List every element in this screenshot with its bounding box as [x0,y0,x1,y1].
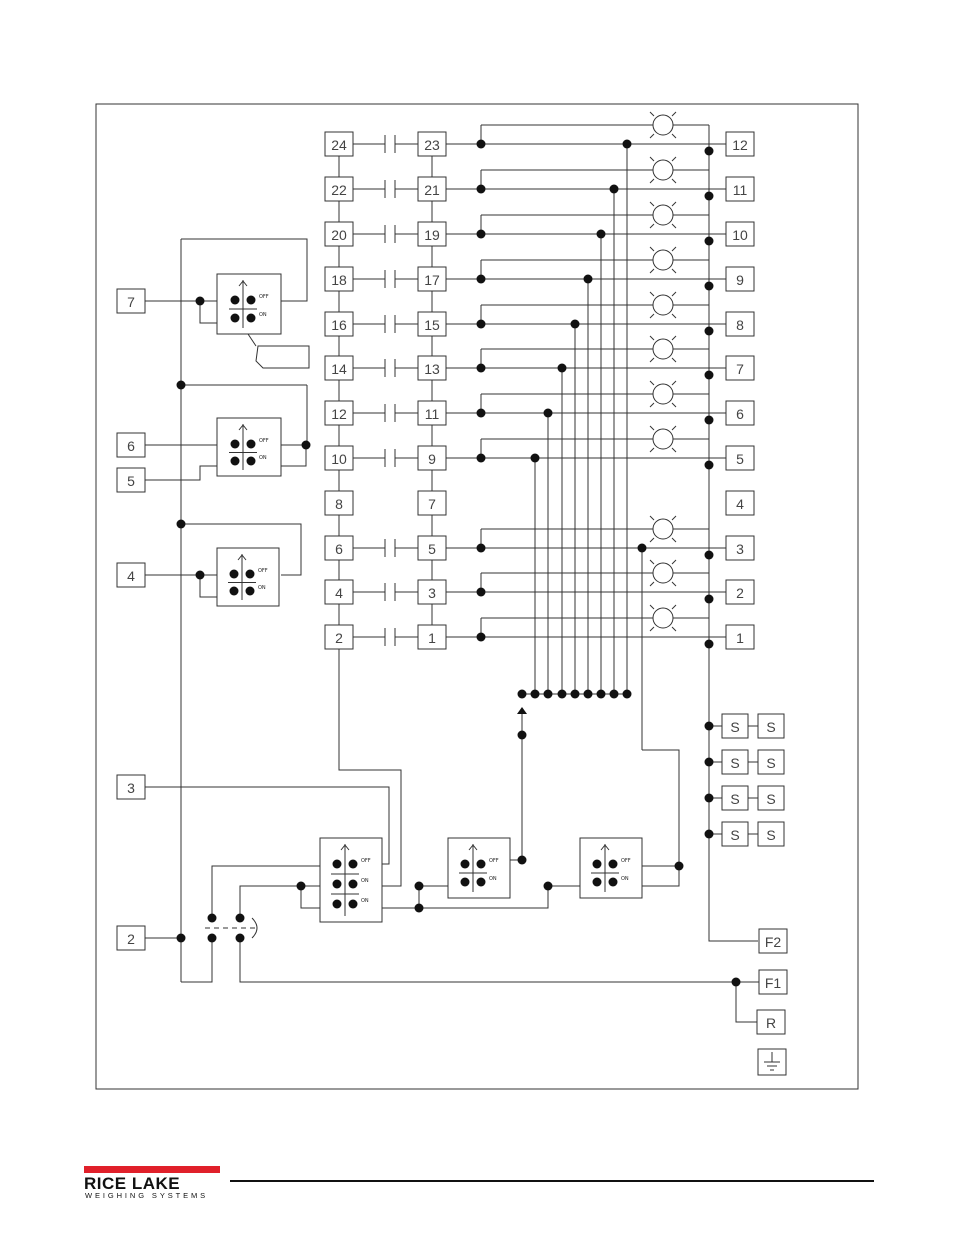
junction-dot [571,320,580,329]
contact-dot [349,900,358,909]
lamp-icon [650,292,676,318]
junction-dot [623,140,632,149]
center-terminal-14 [325,356,353,380]
junction-dot [477,454,486,463]
selector-switch-4 [320,838,382,922]
junction-dot [477,230,486,239]
left-terminal-3 [117,775,145,799]
center-terminal-24 [325,132,353,156]
s-terminal-left-4-label: S [730,827,740,843]
junction-dot [196,297,205,306]
s-terminal-left-3 [722,786,748,810]
junction-dot [236,934,245,943]
contact-dot [247,457,256,466]
selector-switch-2 [217,418,281,476]
left-terminal-2 [117,926,145,950]
contact-dot [593,878,602,887]
center-terminal-16-label: 16 [331,317,347,333]
center-terminal-18-label: 18 [331,272,347,288]
junction-dot [705,327,714,336]
junction-dot [705,147,714,156]
callout-leader [248,334,256,346]
junction-dot [477,140,486,149]
right-terminal-6-label: 6 [736,406,744,422]
switch-state-label: ON [621,876,629,882]
center-terminal-22 [325,177,353,201]
right-terminal-8 [726,312,754,336]
terminal-R [757,1010,785,1034]
center-terminal-21 [418,177,446,201]
left-terminal-7-label: 7 [127,294,135,310]
terminal-F1-label: F1 [764,975,782,991]
right-terminal-3-label: 3 [736,541,744,557]
junction-dot [705,758,714,767]
center-terminal-2-label: 2 [335,630,343,646]
right-terminal-8-label: 8 [736,317,744,333]
contact-dot [477,878,486,887]
s-terminal-right-3-label: S [766,791,776,807]
logo-wordmark: RICE LAKE [84,1174,181,1193]
lamp-icon [650,560,676,586]
lamp-icon [650,247,676,273]
contact-dot [231,457,240,466]
junction-dot [544,690,553,699]
wire [181,938,212,982]
junction-dot [302,441,311,450]
center-terminal-13 [418,356,446,380]
contact-dot [461,878,470,887]
selector-switch-3 [217,548,279,606]
right-terminal-7-label: 7 [736,361,744,377]
junction-dot [518,690,527,699]
components [177,112,741,987]
junction-dot [705,830,714,839]
contact-dot [231,440,240,449]
junction-dot [623,690,632,699]
center-terminal-17-label: 17 [424,272,440,288]
left-terminal-6-label: 6 [127,438,135,454]
left-terminal-4 [117,563,145,587]
switch-state-label: OFF [621,858,631,864]
center-terminal-8-label: 8 [335,496,343,512]
s-terminal-left-1 [722,714,748,738]
junction-dot [705,551,714,560]
switch-state-label: ON [259,312,267,318]
junction-dot [477,633,486,642]
center-terminal-6 [325,536,353,560]
center-terminal-23 [418,132,446,156]
callout-bubble [256,346,309,368]
center-terminal-7-label: 7 [428,496,436,512]
center-terminal-22-label: 22 [331,182,347,198]
s-terminal-right-2-label: S [766,755,776,771]
right-terminal-3 [726,536,754,560]
junction-dot [531,454,540,463]
right-terminal-10-label: 10 [732,227,748,243]
junction-dot [558,364,567,373]
center-terminal-2 [325,625,353,649]
center-terminal-11-label: 11 [424,406,440,422]
s-terminal-right-4 [758,822,784,846]
switch-state-label: ON [259,455,267,461]
selector-switch-1 [217,274,281,334]
center-terminal-15-label: 15 [424,317,440,333]
junction-dot [208,934,217,943]
contact-dot [246,570,255,579]
junction-dot [477,320,486,329]
right-terminal-1 [726,625,754,649]
lamp-icon [650,426,676,452]
contact-dot [333,900,342,909]
lamp-icon [650,336,676,362]
junction-dot [177,934,186,943]
wire [240,886,301,918]
center-terminal-16 [325,312,353,336]
junction-dot [610,690,619,699]
contact-dot [230,570,239,579]
center-terminal-10-label: 10 [331,451,347,467]
selector-switch-5 [448,838,510,898]
center-terminal-9 [418,446,446,470]
left-terminal-6 [117,433,145,457]
center-terminal-5 [418,536,446,560]
lamp-icon [650,202,676,228]
center-terminal-15 [418,312,446,336]
junction-dot [705,371,714,380]
junction-dot [732,978,741,987]
left-terminal-2-label: 2 [127,931,135,947]
center-terminal-19-label: 19 [424,227,440,243]
left-terminal-3-label: 3 [127,780,135,796]
contact-dot [231,314,240,323]
lamp-icon [650,516,676,542]
junction-dot [638,544,647,553]
junction-dot [584,690,593,699]
center-terminal-18 [325,267,353,291]
s-terminal-right-3 [758,786,784,810]
left-terminal-5-label: 5 [127,473,135,489]
switch-state-label: OFF [258,568,268,574]
s-terminal-right-1 [758,714,784,738]
s-terminal-left-2 [722,750,748,774]
center-terminal-17 [418,267,446,291]
switch-state-label: OFF [489,858,499,864]
center-terminal-7 [418,491,446,515]
switch-state-label: ON [258,585,266,591]
logo-tagline: WEIGHING SYSTEMS [85,1191,209,1200]
junction-dot [571,690,580,699]
junction-dot [705,461,714,470]
s-terminal-right-1-label: S [766,719,776,735]
junction-dot [531,690,540,699]
junction-dot [705,192,714,201]
contact-dot [247,440,256,449]
right-terminal-7 [726,356,754,380]
ground-terminal [758,1049,786,1075]
center-terminal-20 [325,222,353,246]
wire [281,445,306,466]
junction-dot [477,185,486,194]
center-terminal-12 [325,401,353,425]
lamp-icon [650,112,676,138]
center-terminal-8 [325,491,353,515]
center-terminal-4 [325,580,353,604]
terminal-R-label: R [765,1015,777,1031]
center-terminal-12-label: 12 [331,406,347,422]
contact-dot [477,860,486,869]
s-terminal-left-2-label: S [730,755,740,771]
junction-dot [675,862,684,871]
junction-dot [477,409,486,418]
switch-state-label: OFF [361,858,371,864]
junction-dot [196,571,205,580]
switch-state-label: OFF [259,294,269,300]
right-terminal-6 [726,401,754,425]
terminal-F2-label: F2 [764,934,782,950]
junction-dot [415,882,424,891]
junction-dot [177,381,186,390]
junction-dot [236,914,245,923]
center-terminal-19 [418,222,446,246]
contact-dot [231,296,240,305]
switch-state-label: OFF [259,438,269,444]
switch-state-label: ON [489,876,497,882]
center-terminal-1-label: 1 [428,630,436,646]
junction-dot [518,731,527,740]
right-terminal-1-label: 1 [736,630,744,646]
contact-dot [247,296,256,305]
s-terminal-left-4 [722,822,748,846]
s-terminal-left-3-label: S [730,791,740,807]
right-terminal-5-label: 5 [736,451,744,467]
junction-dot [597,230,606,239]
junction-dot [208,914,217,923]
junction-dot [705,595,714,604]
junction-dot [705,282,714,291]
center-terminal-5-label: 5 [428,541,436,557]
center-terminal-20-label: 20 [331,227,347,243]
right-terminal-11-label: 11 [732,182,748,198]
left-terminal-4-label: 4 [127,568,135,584]
wire [736,982,757,1022]
right-terminal-4 [726,491,754,515]
s-terminal-right-4-label: S [766,827,776,843]
junction-dot [705,640,714,649]
right-terminal-9 [726,267,754,291]
switch-state-label: ON [361,878,369,884]
junction-dot [705,794,714,803]
selector-switch-6 [580,838,642,898]
right-terminal-10 [726,222,754,246]
contact-dot [609,878,618,887]
center-terminal-3-label: 3 [428,585,436,601]
center-terminal-24-label: 24 [331,137,347,153]
right-terminal-2-label: 2 [736,585,744,601]
right-terminal-9-label: 9 [736,272,744,288]
junction-dot [705,416,714,425]
junction-dot [610,185,619,194]
right-terminal-11 [726,177,754,201]
wire [642,750,679,866]
center-terminal-11 [418,401,446,425]
contact-dot [349,860,358,869]
terminal-F2 [759,929,787,953]
junction-dot [177,520,186,529]
s-terminal-right-2 [758,750,784,774]
junction-dot [558,690,567,699]
contact-dot [349,880,358,889]
footer-rule [230,1180,874,1182]
contact-dot [333,860,342,869]
junction-dot [544,882,553,891]
right-terminal-5 [726,446,754,470]
contact-dot [230,587,239,596]
center-terminal-21-label: 21 [424,182,440,198]
center-terminal-23-label: 23 [424,137,440,153]
right-terminal-12 [726,132,754,156]
junction-dot [705,237,714,246]
left-terminal-5 [117,468,145,492]
junction-dot [415,904,424,913]
center-terminal-4-label: 4 [335,585,343,601]
lamp-icon [650,381,676,407]
junction-dot [584,275,593,284]
junction-dot [477,588,486,597]
contact-dot [609,860,618,869]
logo-accent-bar [84,1166,220,1173]
junction-dot [518,856,527,865]
wire [709,834,758,941]
lamp-icon [650,157,676,183]
center-terminal-10 [325,446,353,470]
contact-dot [246,587,255,596]
junction-dot [477,544,486,553]
junction-dot [705,722,714,731]
junction-dot [597,690,606,699]
junction-dot [477,364,486,373]
right-terminal-2 [726,580,754,604]
contact-dot [593,860,602,869]
center-terminal-13-label: 13 [424,361,440,377]
center-terminal-6-label: 6 [335,541,343,557]
wire [240,938,760,982]
center-terminal-1 [418,625,446,649]
center-terminal-9-label: 9 [428,451,436,467]
right-terminal-12-label: 12 [732,137,748,153]
page-footer [84,1166,874,1206]
junction-dot [297,882,306,891]
right-terminal-4-label: 4 [736,496,744,512]
contact-dot [247,314,256,323]
center-terminal-3 [418,580,446,604]
center-terminal-14-label: 14 [331,361,347,377]
s-terminal-left-1-label: S [730,719,740,735]
arrow-up-icon [517,707,527,714]
terminal-F1 [759,970,787,994]
contact-dot [333,880,342,889]
junction-dot [544,409,553,418]
contact-dot [461,860,470,869]
wire [145,466,220,480]
lamp-icon [650,605,676,631]
left-terminal-7 [117,289,145,313]
junction-dot [477,275,486,284]
switch-state-label: ON [361,898,369,904]
